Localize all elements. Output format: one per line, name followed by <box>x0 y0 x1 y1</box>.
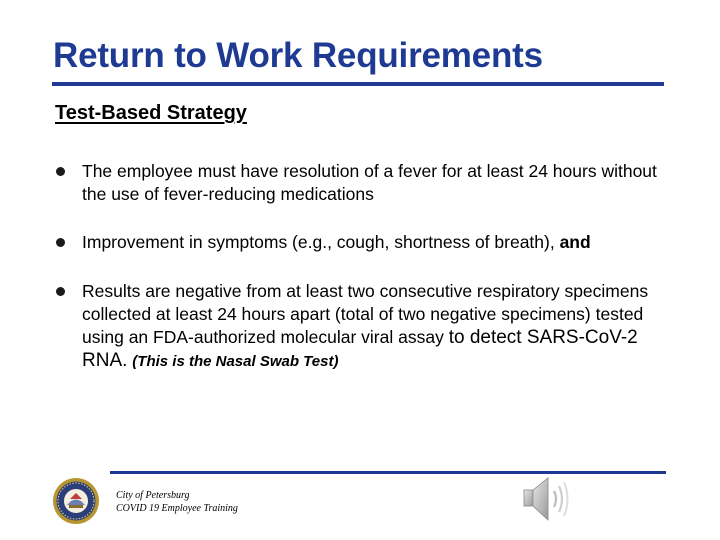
bullet-item <box>82 231 682 254</box>
bullet-text-tail: to detect SARS-CoV-2 RNA. <box>82 327 638 371</box>
bullet-text: Improvement in symptoms (e.g., cough, shortness of breath), <box>82 232 560 252</box>
bullet-text: Results are negative from at least two consecutive respiratory specimens collected at least 24 hours apart (total of two negative specimens) tested using an FDA-authorized molecular viral assay <box>82 281 649 347</box>
bullet-text: The employee must have resolution of a fever for at least 24 hours without the use of fever-reducing medications <box>82 161 657 204</box>
bullet-item <box>82 280 682 373</box>
footer-text <box>116 489 238 515</box>
bullet-emphasis: and <box>559 232 591 252</box>
section-subtitle: Test-Based Strategy <box>55 102 247 124</box>
footer-org: City of Petersburg <box>116 490 190 501</box>
title-divider <box>52 82 664 86</box>
slide-title: Return to Work Requirements <box>53 36 543 75</box>
footer-course: COVID 19 Employee Training <box>116 503 238 514</box>
city-seal-icon <box>52 477 100 525</box>
bullet-item <box>82 160 682 206</box>
speaker-icon[interactable] <box>518 474 572 524</box>
bullet-dot-icon <box>56 238 65 247</box>
bullet-dot-icon <box>56 287 65 296</box>
bullet-dot-icon <box>56 167 65 176</box>
bullet-note: (This is the Nasal Swab Test) <box>132 353 339 370</box>
footer-divider <box>110 471 666 474</box>
